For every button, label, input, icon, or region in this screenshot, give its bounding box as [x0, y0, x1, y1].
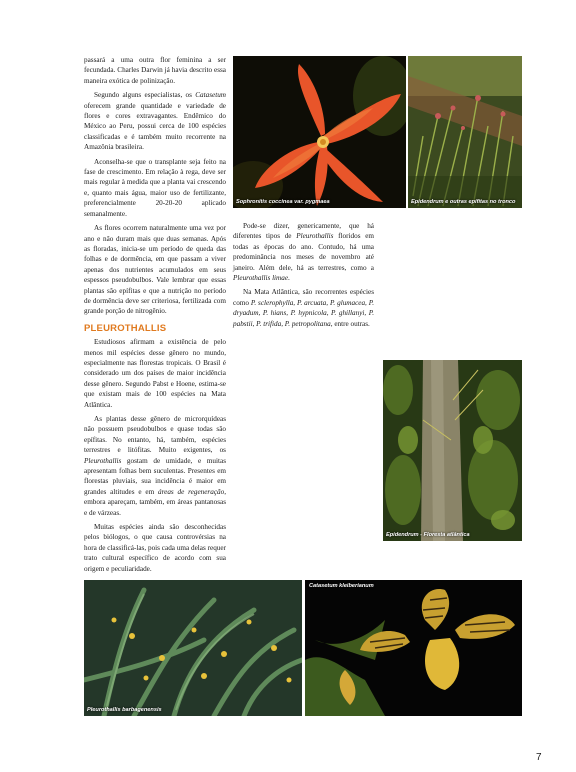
paragraph: Estudiosos afirmam a existência de pelo menos mil espécies desse gênero no mundo, especialmente nas florestas tropicais. O Brasil é considerado um dos países de maior incidência desse gênero. Segundo Pabst e Hoene, estima-se que existam mais de 100 espécies na Mata Atlântica.	[84, 338, 226, 409]
paragraph: Muitas espécies ainda são desconhecidas pelos biólogos, o que causa controvérsias na hora de classificá-las, pois cada uma delas requer trato cultural específico de acordo com sua origem e peculiaridade.	[84, 523, 226, 573]
pleurothallis-photo	[84, 580, 302, 716]
paragraph: As flores ocorrem naturalmente uma vez por ano e não duram mais que duas semanas. Após as floradas, inicia-se um período de queda das folhas e de dormência, em que passam a viver apenas dos nutrientes acumulados em seus espessos pseudobulbos. Vale lembrar que essas plantas são epífitas e que a nutrição no período de dormência deve ser criteriosa, fertilizada com grande porção de nitrogênio.	[84, 224, 226, 316]
paragraph: Aconselha-se que o transplante seja feito na fase de crescimento. Em relação à rega, deve ser mais regular à medida que a planta vai crescendo e, quanto mais água, maior uso de fertilizante, preferencialmente 20-20-20 aplicado semanalmente.	[84, 157, 226, 218]
middle-text-column	[233, 221, 374, 329]
paragraph: Na Mata Atlântica, são recorrentes espécies como P. sclerophylla, P. arcuata, P. glumacea, P. dryadum, P. hians, P. hypnicola, P. ghillanyi, P. pabstii, P. trifida, P. petropolitana, entre outras.	[233, 288, 374, 328]
photo-caption: Epidendrum e outras epífitas no tronco	[411, 199, 516, 205]
page-number: 7	[536, 752, 542, 763]
paragraph: As plantas desse gênero de microrquídeas não possuem pseudobulbos e quase todas são epífitas. No entanto, há, também, espécies terrestres e litófitas. Muito exigentes, os Pleurothallis gostam de umidade, e muitas apresentam folhas bem suculentas. Presentes em florestas pluviais, sua incidência é maior em grandes altitudes e em áreas de regeneração, embora apareçam, também, em áreas pantanosas e de várzeas.	[84, 415, 226, 517]
epidendrum-forest-photo	[383, 360, 522, 541]
paragraph: Pode-se dizer, genericamente, que há diferentes tipos de Pleurothallis floridos em todas as épocas do ano. Contudo, há uma predominância nos meses de novembro até janeiro. Além dele, há as terrestres, como a Pleurothallis limae.	[233, 222, 374, 283]
photo-caption: Catasetum kleiberianum	[309, 583, 374, 589]
left-text-column	[84, 55, 226, 574]
paragraph: passará a uma outra flor feminina a ser fecundada. Charles Darwin já havia descrito essa maneira exótica de polinização.	[84, 56, 226, 85]
catasetum-photo	[305, 580, 522, 716]
section-heading: PLEUROTHALLIS	[84, 322, 167, 334]
epidendrum-tree-photo	[408, 56, 522, 208]
photo-caption: Sophronitis coccinea var. pygmaea	[236, 199, 330, 205]
sophronitis-photo	[233, 56, 406, 208]
photo-caption: Pleurothallis barbagenensis	[87, 707, 162, 713]
paragraph: Segundo alguns especialistas, os Catasetum oferecem grande quantidade e variedade de flores e cores extravagantes. Endêmico do México ao Peru, possui cerca de 100 espécies classificadas e é também muito recorrente na Amazônia brasileira.	[84, 91, 226, 152]
photo-caption: Epidendrum - Floresta atlântica	[386, 532, 470, 538]
